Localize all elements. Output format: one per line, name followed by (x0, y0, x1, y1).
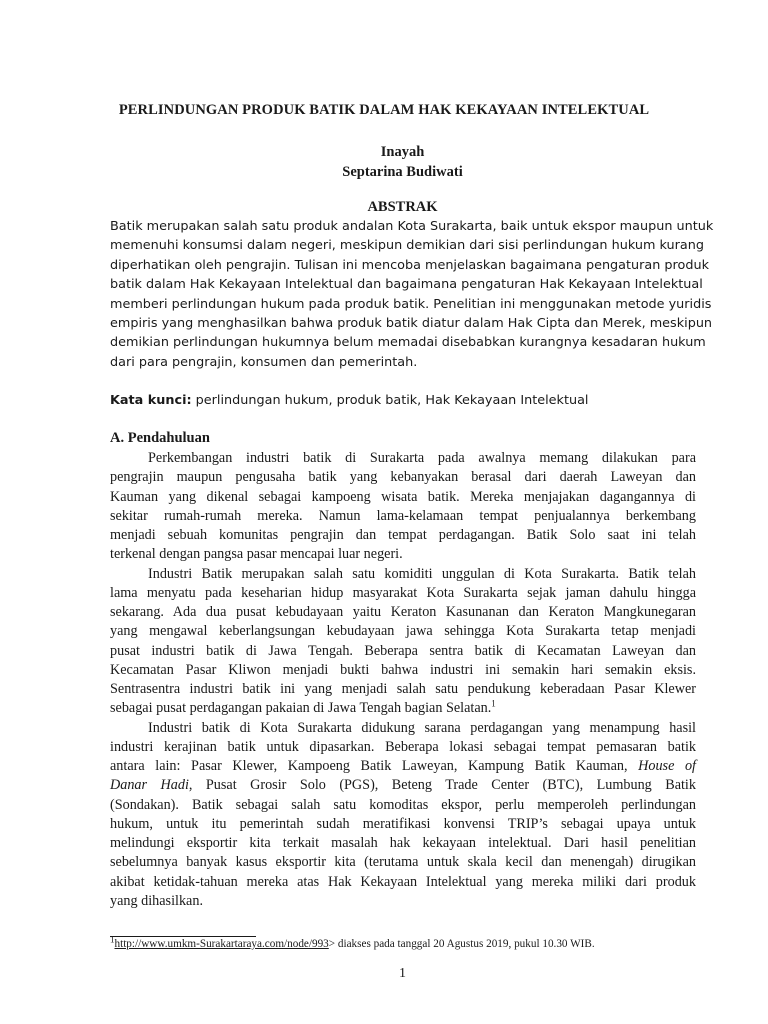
paragraph-line: Kauman yang dikenal sebagai kampoeng wisata batik. Mereka menjajakan dagangannya di (110, 488, 696, 505)
abstract-line: Batik merupakan salah satu produk andalan Kota Surakarta, baik untuk ekspor maupun untuk (110, 219, 714, 234)
abstract-text (110, 217, 714, 372)
footnote-text: > diakses pada tanggal 20 Agustus 2019, pukul 10.30 WIB. (328, 938, 595, 950)
abstract-line: dari para pengrajin, konsumen dan pemerintah. (110, 354, 418, 370)
keywords (110, 391, 697, 410)
paragraph-line (110, 757, 696, 776)
paragraph-line: menjadi sebuah komunitas pengrajin dan tempat perdagangan. Batik Solo saat ini telah (110, 527, 696, 543)
paragraph-line-text: , Pusat Grosir Solo (PGS), Beteng Trade Center (BTC), Lumbung Batik (188, 777, 696, 794)
paper-title: PERLINDUNGAN PRODUK BATIK DALAM HAK KEKAYAAN INTELEKTUAL (118, 102, 650, 118)
paragraph-line: sekarang. Ada dua pusat kebudayaan yaitu Keraton Kasunanan dan Keraton Mangkunegaran (110, 604, 696, 620)
abstract-line: memenuhi konsumsi dalam negeri, meskipun demikian dari sisi perlindungan hukum kurang (110, 238, 704, 254)
paragraph-line: sekitar rumah-rumah mereka. Namun lama-kelamaan tempat penjualannya berkembang (110, 507, 696, 524)
author-block (0, 142, 768, 182)
paragraph-line-text: sebagai pusat perdagangan pakaian di Jawa Tengah bagian Selatan. (110, 700, 492, 717)
italic-place-name: House of (638, 758, 696, 774)
paragraph-line: (Sondakan). Batik sebagai salah satu komoditas ekspor, perlu memperoleh perlindungan (110, 796, 696, 813)
paragraph-line: hukum, untuk itu pemerintah sudah meratifikasi konvensi TRIP’s sebagai upaya untuk (110, 815, 696, 832)
paragraph-line: pusat industri batik di Jawa Tengah. Beberapa sentra batik di Kecamatan Laweyan dan (110, 642, 696, 659)
page-number: 1 (399, 966, 406, 981)
body-text (110, 449, 696, 911)
paragraph-line (110, 776, 696, 795)
abstract-heading: ABSTRAK (367, 199, 438, 215)
paragraph-line: Industri Batik merupakan salah satu komiditi unggulan di Kota Surakarta. Batik telah (148, 565, 696, 582)
paragraph-line: lama menyatu pada keseharian hidup masyarakat Kota Surakarta sejak jaman dahulu hingga (110, 584, 696, 601)
footnote-divider (110, 936, 256, 937)
abstract-line: batik dalam Hak Kekayaan Intelektual dan bagaimana pengaturan Hak Kekayaan Intelektual (110, 277, 703, 293)
paragraph-line: Sentrasentra industri batik ini yang menjadi salah satu pendukung keberadaan Pasar Klewer (110, 681, 696, 697)
paragraph-line-text: antara lain: Pasar Klewer, Kampoeng Batik Laweyan, Kampung Batik Kauman, (110, 758, 639, 774)
paragraph-line: akibat ketidak-tahuan mereka atas Hak Kekayaan Intelektual yang mereka miliki dari produk (110, 873, 696, 890)
abstract-line: empiris yang menghasilkan bahwa produk batik diatur dalam Hak Cipta dan Merek, meskipun (110, 316, 713, 332)
footnote-number: 1 (110, 934, 115, 945)
abstract-line: memberi perlindungan hukum pada produk batik. Penelitian ini menggunakan metode yuridis (110, 296, 712, 312)
footnote-link[interactable]: http://www.umkm-Surakartaraya.com/node/993 (114, 938, 329, 950)
paragraph-line: terkenal dengan pangsa pasar mencapai luar negeri. (110, 546, 403, 563)
paragraph-line: Industri batik di Kota Surakarta didukung sarana perdagangan yang menampung hasil (148, 719, 696, 736)
footnote-marker[interactable]: 1 (491, 698, 496, 709)
keywords-text: perlindungan hukum, produk batik, Hak Kekayaan Intelektual (195, 393, 589, 408)
paragraph-line: Perkembangan industri batik di Surakarta pada awalnya memang dilakukan para (148, 450, 696, 466)
section-heading: A. Pendahuluan (110, 430, 210, 446)
footnote (110, 934, 595, 950)
paragraph-line: sebelumnya banyak kasus eksportir kita (terutama untuk skala kecil dan menengah) dirugikan (110, 854, 696, 871)
keywords-label: Kata kunci: (110, 393, 192, 408)
paragraph-line (110, 699, 696, 718)
author-name: Septarina Budiwati (342, 164, 463, 180)
paragraph-line: industri kerajinan batik untuk dipasarkan. Beberapa lokasi sebagai tempat pemasaran batik (110, 738, 696, 755)
paragraph-line: yang mengawal keberlangsungan kebudayaan jawa sehingga Kota Surakarta tetap menjadi (110, 623, 696, 640)
paragraph-line: pengrajin maupun pengusaha batik yang kebanyakan berasal dari daerah Laweyan dan (110, 469, 696, 486)
paragraph-line: melindungi eksportir kita terkait masalah hak kekayaan intelektual. Dari hasil penelitian (110, 835, 696, 851)
paragraph-line: yang dihasilkan. (110, 892, 203, 909)
abstract-line: demikian perlindungan hukumnya belum memadai disebabkan kurangnya kesadaran hukum (110, 335, 706, 351)
italic-place-name: Danar Hadi (110, 777, 189, 794)
author-name: Inayah (380, 144, 425, 160)
abstract-line: diperhatikan oleh pengrajin. Tulisan ini mencoba menjelaskan bagaimana pengaturan produk (110, 257, 710, 273)
paragraph-line: Kecamatan Pasar Kliwon menjadi bukti bahwa industri ini semakin hari semakin eksis. (110, 661, 696, 678)
